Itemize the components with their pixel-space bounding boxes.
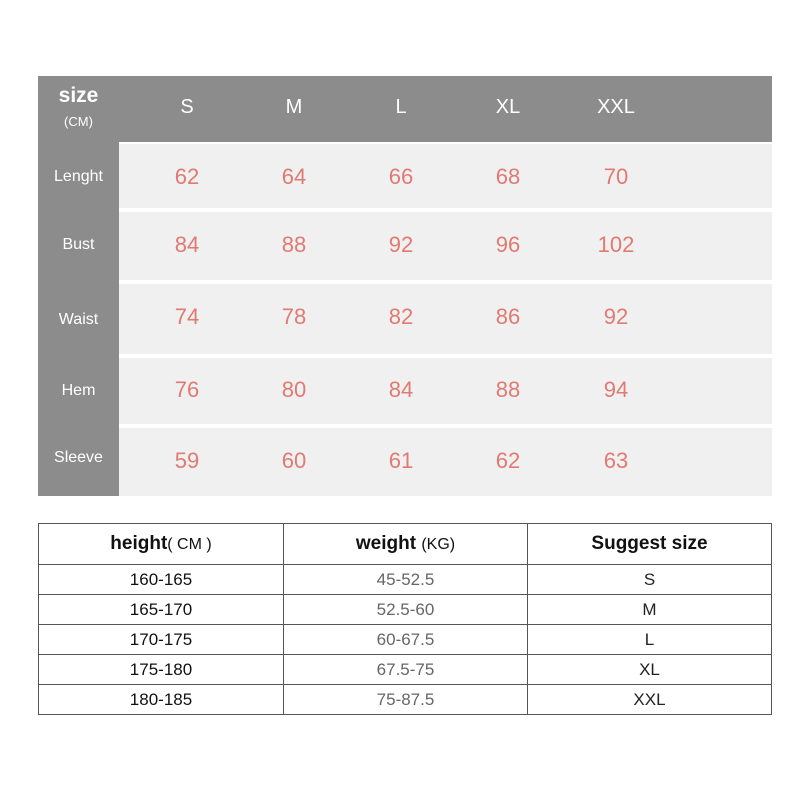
measurement-label: Waist: [58, 311, 99, 328]
size-column-header: L: [395, 96, 407, 118]
measurement-value: 96: [495, 232, 521, 257]
measurement-value: 59: [174, 448, 200, 473]
measurement-value: 62: [495, 448, 521, 473]
measurement-value: 84: [174, 232, 200, 257]
size-column-header: M: [285, 96, 303, 118]
measurement-value: 64: [281, 164, 307, 189]
measurement-value: 70: [603, 164, 629, 189]
measurement-value: 74: [174, 304, 200, 329]
measurement-value: 94: [603, 377, 629, 402]
measurement-value: 63: [603, 448, 629, 473]
weight-column-header: [284, 524, 528, 565]
measurement-value: 66: [388, 164, 414, 189]
measurement-label: Sleeve: [54, 449, 103, 466]
measurement-value: 68: [495, 164, 521, 189]
suggest-table-header-row: [39, 524, 772, 565]
weight-range-cell: 52.5-60: [284, 595, 528, 625]
measurement-value: 88: [281, 232, 307, 257]
size-column-header: S: [180, 96, 194, 118]
weight-range-cell: 75-87.5: [284, 685, 528, 715]
table-row: [39, 625, 772, 655]
suggest-size-header-label: Suggest size: [591, 533, 708, 554]
measurement-value: 60: [281, 448, 307, 473]
weight-range-cell: 60-67.5: [284, 625, 528, 655]
size-chart: [38, 76, 772, 496]
height-range-cell: 170-175: [39, 625, 284, 655]
measurement-value: 92: [388, 232, 414, 257]
measurement-value: 84: [388, 377, 414, 402]
size-column-header: XL: [495, 96, 521, 118]
suggested-size-cell: XL: [528, 655, 772, 685]
measurement-value: 86: [495, 304, 521, 329]
height-range-cell: 180-185: [39, 685, 284, 715]
table-row: [39, 655, 772, 685]
measurement-value: 78: [281, 304, 307, 329]
measurement-label: Hem: [61, 382, 96, 399]
height-range-cell: 160-165: [39, 565, 284, 595]
measurement-value: 62: [174, 164, 200, 189]
height-column-header: [39, 524, 284, 565]
measurement-value: 102: [597, 232, 635, 257]
height-header-label: height: [110, 533, 168, 554]
table-row: [39, 595, 772, 625]
weight-range-cell: 67.5-75: [284, 655, 528, 685]
size-column-header: XXL: [597, 96, 635, 118]
size-chart-header-row: [38, 76, 772, 142]
size-chart-corner-unit: (CM): [64, 114, 93, 129]
suggest-size-column-header: [528, 524, 772, 565]
suggested-size-cell: XXL: [528, 685, 772, 715]
suggested-size-cell: S: [528, 565, 772, 595]
suggested-size-cell: L: [528, 625, 772, 655]
measurement-value: 76: [174, 377, 200, 402]
suggested-size-cell: M: [528, 595, 772, 625]
measurement-value: 92: [603, 304, 629, 329]
size-chart-corner-title: size: [58, 84, 99, 107]
measurement-label: Lenght: [54, 168, 103, 185]
height-header-unit: ( CM ): [167, 536, 212, 553]
measurement-value: 61: [388, 448, 414, 473]
measurement-value: 80: [281, 377, 307, 402]
weight-header-unit: (KG): [421, 536, 456, 553]
measurement-value: 82: [388, 304, 414, 329]
height-range-cell: 165-170: [39, 595, 284, 625]
table-row: [39, 565, 772, 595]
height-range-cell: 175-180: [39, 655, 284, 685]
size-suggestion-table: [38, 523, 772, 715]
measurement-value: 88: [495, 377, 521, 402]
measurement-label: Bust: [62, 236, 95, 253]
weight-header-label: weight: [355, 533, 417, 554]
table-row: [39, 685, 772, 715]
weight-range-cell: 45-52.5: [284, 565, 528, 595]
